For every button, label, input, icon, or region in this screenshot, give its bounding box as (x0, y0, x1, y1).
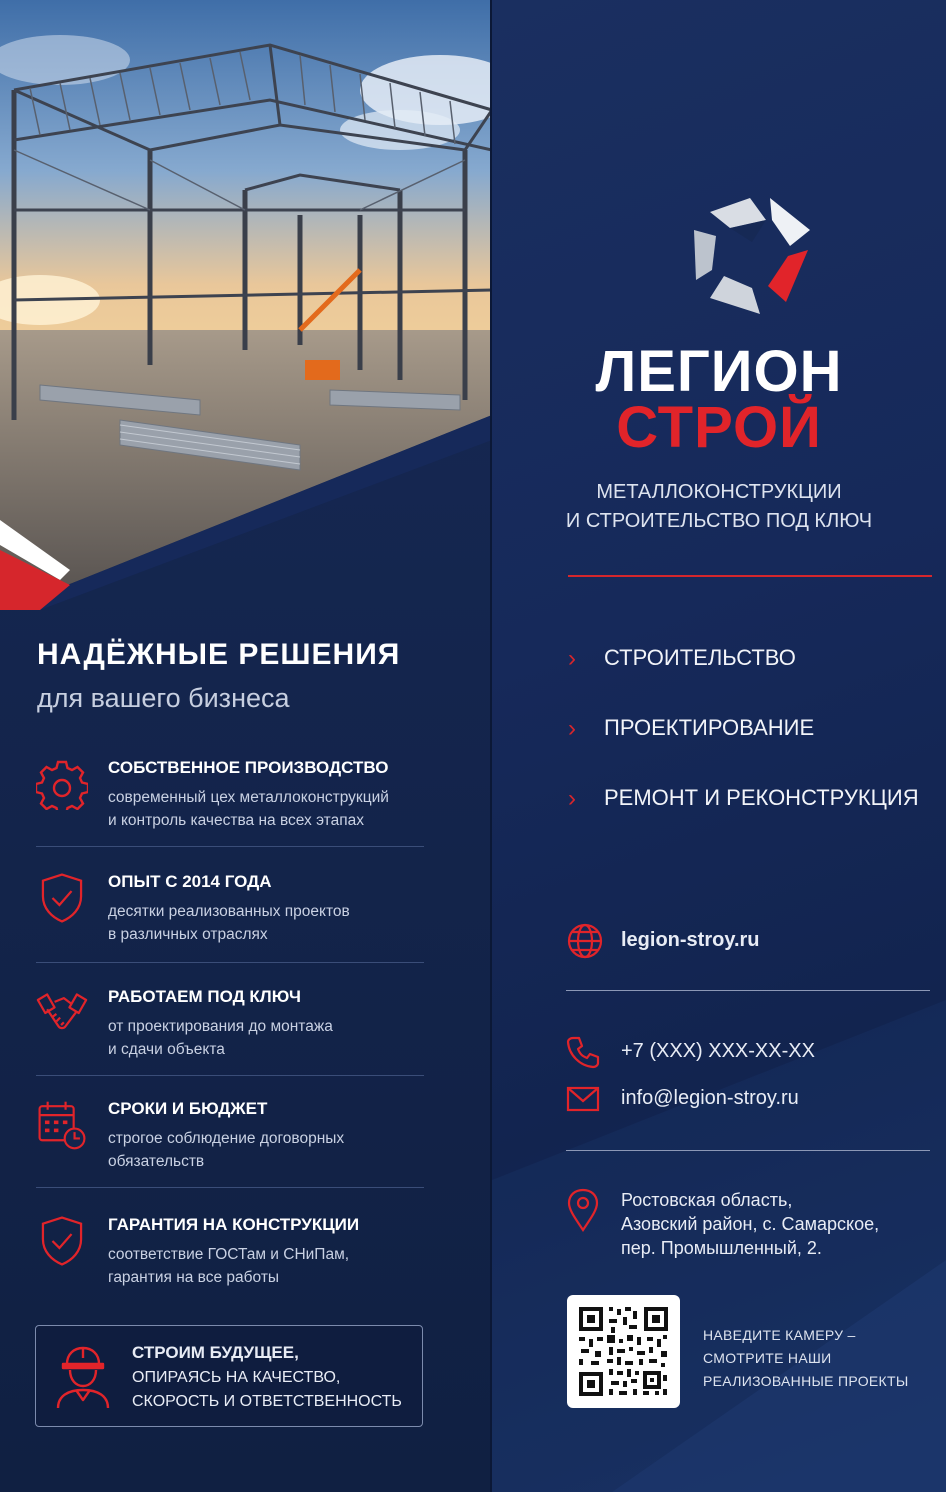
solutions-headline: НАДЁЖНЫЕ РЕШЕНИЯ (37, 638, 401, 671)
map-pin-icon (566, 1188, 600, 1232)
feature-description: десятки реализованных проектов в различных отраслях (108, 903, 350, 943)
handshake-icon (36, 987, 88, 1039)
qr-caption: НАВЕДИТЕ КАМЕРУ – СМОТРИТЕ НАШИ РЕАЛИЗОВАННЫЕ ПРОЕКТЫ (703, 1327, 909, 1389)
divider (36, 1187, 424, 1188)
feature-description: современный цех металлоконструкций и контроль качества на всех этапах (108, 789, 389, 829)
qr-code-image (567, 1295, 680, 1408)
logo-icon (690, 190, 818, 318)
calendar-clock-icon (36, 1099, 88, 1151)
mail-icon (566, 1085, 600, 1113)
brand-name-line2: СТРОЙ (616, 395, 822, 460)
qr-code[interactable] (567, 1295, 680, 1408)
globe-icon (566, 922, 604, 960)
feature-title: РАБОТАЕМ ПОД КЛЮЧ (108, 987, 301, 1006)
feature-title: ГАРАНТИЯ НА КОНСТРУКЦИИ (108, 1215, 360, 1234)
divider (566, 990, 930, 991)
service-item-design[interactable]: › ПРОЕКТИРОВАНИЕ (568, 715, 815, 742)
divider (36, 962, 424, 963)
shield-check-icon (36, 872, 88, 924)
phone-icon (566, 1035, 600, 1069)
feature-description: от проектирования до монтажа и сдачи объекта (108, 1018, 333, 1058)
worker-helmet-icon (54, 1344, 112, 1410)
chevron-right-icon: › (568, 715, 576, 742)
gear-icon (36, 758, 88, 810)
flyer: НАДЁЖНЫЕ РЕШЕНИЯ для вашего бизнеса СОБСТВЕННОЕ ПРОИЗВОДСТВО современный цех металлоконструкций и контроль качества на всех этапах ОПЫТ С 2014 ГОДА десятки реализованных проектов в различных отраслях РАБОТАЕМ ПОД КЛЮЧ от проектирования до монтажа и сдачи объекта СРОКИ И БЮДЖЕТ строгое соблюдение договорных обязательств ГАРАНТИЯ НА КОНСТРУКЦИИ соответствие ГОСТам и СНиПам, гарантия на все работы СТРОИМ БУДУЩЕЕ, ОПИРАЯСЬ НА КАЧЕСТВО, СКОРОСТЬ И ОТВЕТСТВЕННОСТЬ ЛЕГИОН СТРОЙ МЕТАЛЛОКОНСТРУКЦИИ И СТРОИТЕЛЬСТВО ПОД КЛЮЧ › СТРОИТЕЛЬСТВО › ПРОЕКТИРОВАНИЕ › РЕМОНТ И РЕКОНСТРУКЦИЯ legion-stroy.ru +7 (XXX) XXX-XX-XX info@legion-stroy.ru Ростовская область, Азовский район, с. Самарское, пер. Промышленный, 2. НАВЕДИТЕ КАМЕРУ – СМОТРИТЕ НАШИ РЕАЛИЗОВАННЫЕ ПРОЕКТЫ (0, 0, 946, 1492)
motto-text: СТРОИМ БУДУЩЕЕ, ОПИРАЯСЬ НА КАЧЕСТВО, СКОРОСТЬ И ОТВЕТСТВЕННОСТЬ (132, 1343, 402, 1410)
tagline: МЕТАЛЛОКОНСТРУКЦИИ И СТРОИТЕЛЬСТВО ПОД КЛЮЧ (565, 481, 873, 532)
chevron-right-icon: › (568, 785, 576, 812)
service-item-construction[interactable]: › СТРОИТЕЛЬСТВО (568, 645, 796, 672)
feature-description: соответствие ГОСТам и СНиПам, гарантия на все работы (108, 1246, 350, 1286)
feature-title: ОПЫТ С 2014 ГОДА (108, 872, 272, 891)
feature-title: СОБСТВЕННОЕ ПРОИЗВОДСТВО (108, 758, 389, 777)
divider (36, 1075, 424, 1076)
construction-photo (0, 0, 492, 610)
solutions-subheadline: для вашего бизнеса (37, 683, 290, 713)
shield-check-icon (36, 1215, 88, 1267)
divider (566, 1150, 930, 1151)
accent-divider (568, 575, 932, 577)
chevron-right-icon: › (568, 645, 576, 672)
service-item-repair[interactable]: › РЕМОНТ И РЕКОНСТРУКЦИЯ (568, 785, 919, 812)
divider (36, 846, 424, 847)
motto-box (35, 1325, 423, 1427)
feature-title: СРОКИ И БЮДЖЕТ (108, 1099, 268, 1118)
brand-name-line1: ЛЕГИОН (595, 339, 843, 404)
feature-description: строгое соблюдение договорных обязательств (108, 1130, 345, 1170)
